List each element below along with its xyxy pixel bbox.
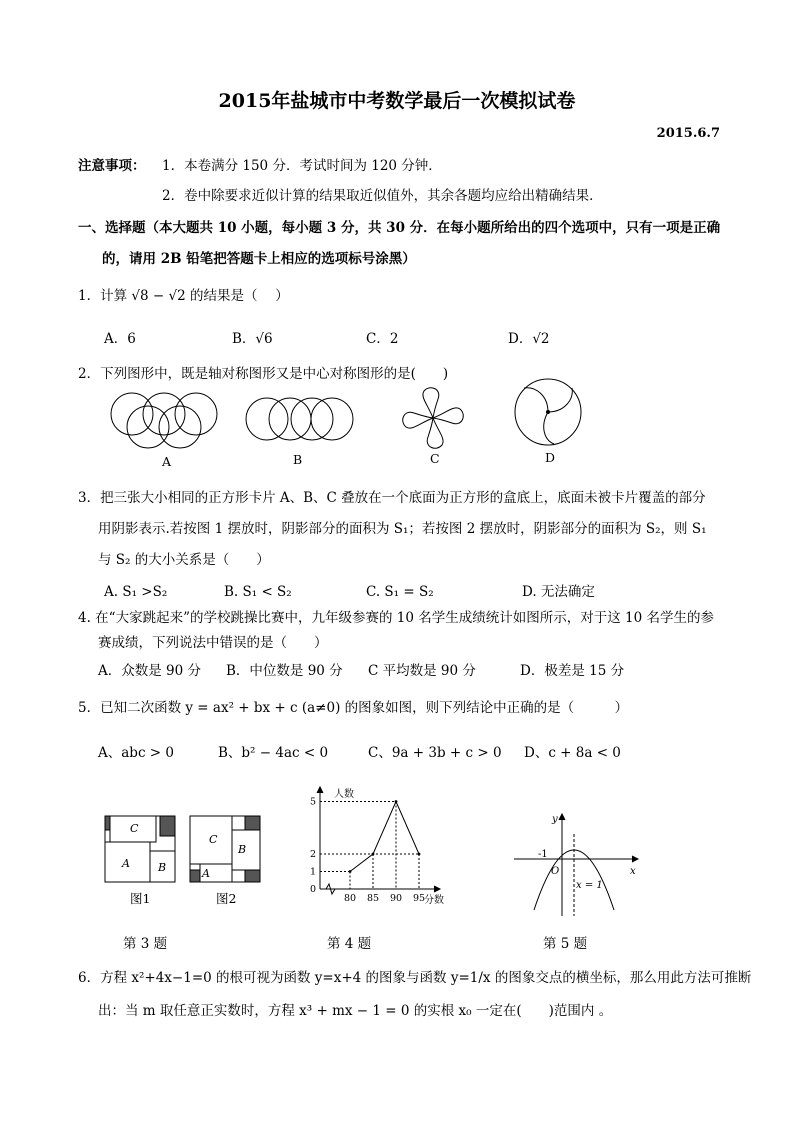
q2-label-b: B xyxy=(293,452,303,467)
notice-item-2: 2．卷中除要求近似计算的结果取近似值外，其余各题均应给出精确结果． xyxy=(162,188,603,204)
q2-figure-d xyxy=(510,374,586,450)
chart-y-tick: 0 xyxy=(310,884,317,895)
q3-line-3: 与 S₂ 的大小关系是（ ） xyxy=(98,552,270,568)
fig2-card-c: C xyxy=(209,833,218,846)
fig1-label: 图1 xyxy=(130,891,151,906)
q5-y-axis-label: y xyxy=(552,814,558,825)
q3-option-a: A. S₁ >S₂ xyxy=(104,584,168,600)
q5-axis-of-symmetry-label: x = 1 xyxy=(576,880,603,891)
chart-point xyxy=(349,870,352,873)
q4-chart xyxy=(306,785,456,905)
q1-option-a: A．6 xyxy=(104,331,136,347)
q2-label-c: C xyxy=(430,451,440,466)
q5-option-d: D、c + 8a < 0 xyxy=(524,745,621,761)
q5-figure-caption: 第 5 题 xyxy=(543,936,588,952)
q3-option-c: C. S₁ = S₂ xyxy=(366,584,434,600)
q1-option-c: C．2 xyxy=(366,331,399,347)
chart-y-tick: 2 xyxy=(310,849,317,860)
fig1-card-a: A xyxy=(122,857,130,870)
chart-point xyxy=(395,800,398,803)
q4-option-d: D．极差是 15 分 xyxy=(520,663,625,679)
q3-option-d: D. 无法确定 xyxy=(522,584,595,600)
q4-option-c: C 平均数是 90 分 xyxy=(368,663,476,679)
fig1-card-b: B xyxy=(158,861,167,874)
q5-parabola-figure xyxy=(514,810,644,920)
q2-figure-a xyxy=(104,390,224,450)
q5-stem: 5．已知二次函数 y = ax² + bx + c (a≠0) 的图象如图，则下列结论中正确的是（ ） xyxy=(78,700,629,716)
q5-option-c: C、9a + 3b + c > 0 xyxy=(368,745,502,761)
q1-option-d: D．√2 xyxy=(508,331,550,347)
q4-line-2: 赛成绩，下列说法中错误的是（ ） xyxy=(98,635,328,651)
q4-option-b: B．中位数是 90 分 xyxy=(226,663,343,679)
chart-x-tick: 80 xyxy=(344,893,357,904)
q4-option-a: A．众数是 90 分 xyxy=(98,663,202,679)
q5-option-a: A、abc > 0 xyxy=(98,745,174,761)
q6-line-2: 出：当 m 取任意正实数时，方程 x³ + mx − 1 = 0 的实根 x₀ 一定在( )范围内 。 xyxy=(98,1003,613,1019)
chart-series-line xyxy=(350,802,419,872)
chart-y-tick: 5 xyxy=(310,796,317,808)
chart-x-label: 分数 xyxy=(424,895,444,905)
q3-line-1: 3．把三张大小相同的正方形卡片 A、B、C 叠放在一个底面为正方形的盒底上，底面未被卡片覆盖的部分 xyxy=(78,490,706,506)
fig2-label: 图2 xyxy=(216,891,237,906)
fig2-card-b: B xyxy=(238,843,247,856)
q2-label-d: D xyxy=(545,450,556,465)
exam-date: 2015.6.7 xyxy=(656,126,720,141)
chart-x-tick: 95 xyxy=(413,893,426,904)
q1-stem: 1．计算 √8 − √2 的结果是（ ） xyxy=(78,288,289,304)
q3-line-2: 用阴影表示.若按图 1 摆放时，阴影部分的面积为 S₁；若按图 2 摆放时，阴影部分的面积为 S₂，则 S₁ xyxy=(98,521,707,537)
q4-figure-caption: 第 4 题 xyxy=(327,936,372,952)
q2-figure-c xyxy=(398,385,468,451)
q4-line-1: 4. 在“大家跳起来”的学校跳操比赛中，九年级参赛的 10 名学生成绩统计如图所示，对于这 10 名学生的参 xyxy=(78,610,714,626)
fig2-card-a: A xyxy=(202,867,210,880)
q6-line-1: 6．方程 x²+4x−1=0 的根可视为函数 y=x+4 的图象与函数 y=1/x 的图象交点的横坐标，那么用此方法可推断 xyxy=(78,970,752,986)
chart-y-tick: 1 xyxy=(310,866,317,878)
q3-option-b: B. S₁ < S₂ xyxy=(224,584,292,600)
page-title: 2015年盐城市中考数学最后一次模拟试卷 xyxy=(218,90,576,112)
q2-stem: 2．下列图形中，既是轴对称图形又是中心对称图形的是( ) xyxy=(78,366,449,382)
chart-point xyxy=(418,853,421,856)
notice-label: 注意事项： xyxy=(78,158,146,174)
q3-figure-2 xyxy=(189,815,261,883)
section-1-heading: 一、选择题（本大题共 10 小题，每小题 3 分，共 30 分．在每小题所给出的四个选项中，只有一项是正确 xyxy=(78,220,721,236)
q5-option-b: B、b² − 4ac < 0 xyxy=(218,745,329,761)
q5-origin-label: O xyxy=(551,866,560,877)
fig1-card-c: C xyxy=(130,822,139,835)
chart-y-label: 人数 xyxy=(334,789,354,800)
chart-x-tick: 85 xyxy=(367,893,380,904)
q3-figure-caption: 第 3 题 xyxy=(123,936,168,952)
q5-x-axis-label: x xyxy=(630,866,636,877)
q3-figure-1 xyxy=(104,815,176,883)
q2-figure-b xyxy=(242,395,357,445)
notice-item-1: 1．本卷满分 150 分．考试时间为 120 分钟． xyxy=(162,158,442,174)
section-1-heading-cont: 的，请用 2B 铅笔把答题卡上相应的选项标号涂黑） xyxy=(102,251,416,267)
q2-label-a: A xyxy=(162,454,172,469)
chart-x-tick: 90 xyxy=(390,893,403,904)
q5-minus-one-label: -1 xyxy=(538,849,548,860)
q1-option-b: B．√6 xyxy=(232,331,273,347)
